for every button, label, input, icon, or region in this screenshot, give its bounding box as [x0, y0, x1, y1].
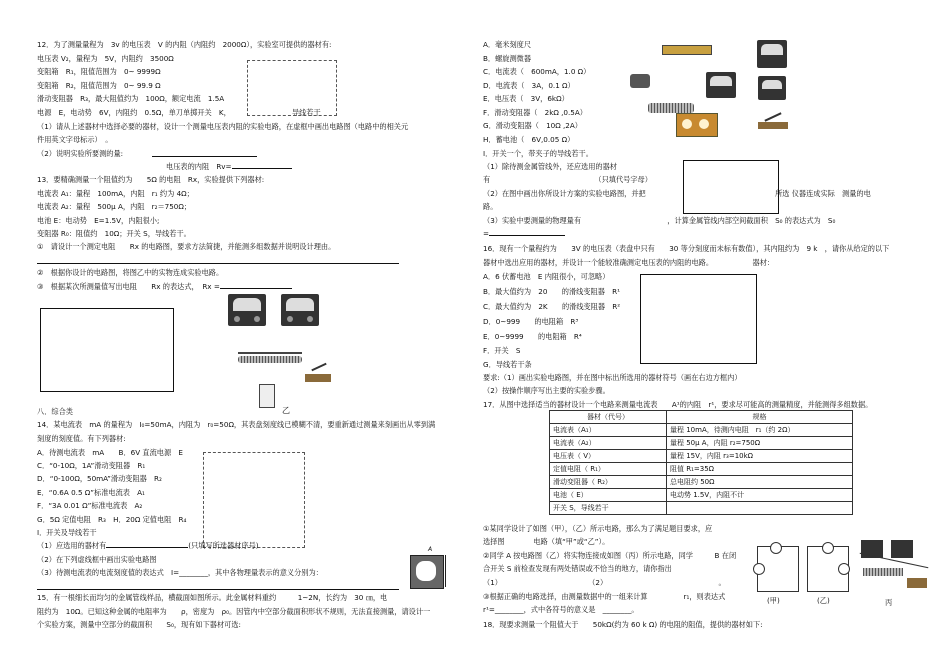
q16-circuit-box [640, 274, 757, 364]
voltmeter-device-icon [757, 40, 787, 68]
q18-title: 18．现要求测量一个阻值大于 50kΩ(约为 60 k Ω) 的电阻的阻值，提供的器材如下: [483, 620, 763, 629]
q12-item-4: 滑动变阻器 R₃，最大阻值约为 100Ω，额定电流 1.5A [37, 94, 225, 103]
figure-label-jia: (甲) [767, 596, 780, 605]
q17-step-2: ②同学 A 按电路图（乙）将实物连接成如图（丙）所示电路，同学 B 在闭 [483, 551, 737, 560]
ruler-device-icon [662, 45, 712, 55]
q16-line-1: 16．现有一个量程约为 3V 的电压表（表盘中只有 30 等分刻度而未标有数值），其内阻约为 9 k ，请你从给定的以下 [483, 244, 890, 253]
q13-circuit-box [40, 308, 174, 392]
q15-step-1b: 有 （只填代号字母） [483, 175, 652, 184]
q15-item-a: A．毫米刻度尺 [483, 40, 532, 49]
q16-requirement-2: （2）按操作顺序写出主要的实验步骤。 [483, 386, 610, 395]
q16-item-d: D．0~999 的电阻箱 R³ [483, 317, 579, 326]
table-cell: 量程 10mA，待测内电阻 r₁（约 2Ω） [667, 424, 853, 437]
q16-item-g: G．导线若干条 [483, 360, 532, 369]
q17-step-3b: r¹=________，式中各符号的意义是 ________。 [483, 605, 639, 614]
q15-item-f: F．滑动变阻器（ 2kΩ ,0.5A） [483, 108, 587, 117]
table-cell: 量程 15V，内阻 r₃=10kΩ [667, 450, 853, 463]
q13-item-2: 电流表 A₂：量程 500μ A，内阻 r₂＝750Ω； [37, 202, 192, 211]
q17-step-1b: 选择图 电路（填“甲”或“乙”）。 [483, 537, 610, 546]
sliding-rheostat-icon [648, 103, 694, 113]
q13-item-1: 电流表 A₁：量程 100mA，内阻 r₁ 约为 4Ω； [37, 189, 194, 198]
ammeter-device-icon [228, 294, 266, 326]
table-cell: 电动势 1.5V，内阻不计 [667, 489, 853, 502]
q14-title: 14．某电流表 mA 的量程为 I₀=50mA，内阻为 r₀=50Ω，其表盘刻度线已模糊不清，要重新通过测量来刻画出从零到满 [37, 420, 436, 429]
table-cell: 定值电阻（ R₁） [550, 463, 667, 476]
q12-sub1b: 件用英文字母标示） 。 [37, 135, 113, 144]
switch-device-icon [305, 364, 331, 384]
q15-step-3b: = [483, 229, 565, 238]
table-cell: 量程 50μ A，内阻 r₂=750Ω [667, 437, 853, 450]
q17-circuit-figures [757, 536, 933, 612]
figure-label-bing: 丙 [885, 598, 893, 607]
q13-item-4: 变阻器 R₀：阻值约 10Ω；开关 S，导线若干。 [37, 229, 191, 238]
tube-cross-section-diagram [410, 546, 448, 591]
table-cell: 电压表（ V） [550, 450, 667, 463]
table-row [550, 450, 853, 463]
q15-step-2: （2）在图中画出你所设计方案的实验电路图，并把 所选 仪器连成实际 测量的电 [483, 189, 871, 198]
section-heading: 八．综合类 [37, 407, 73, 416]
micrometer-device-icon [630, 74, 650, 88]
table-cell: 滑动变阻器（ R₂） [550, 476, 667, 489]
battery-device-icon [259, 384, 275, 408]
q14-answer-line [37, 589, 399, 590]
table-row [550, 437, 853, 450]
q15-item-b: B．螺旋测微器 [483, 54, 532, 63]
q12-answer-line [152, 156, 257, 157]
q14-title-2: 刻度的刻度值。有下列器材: [37, 434, 126, 443]
q14-item-2: C．“0-10Ω，1A”滑动变阻器 R₁ [37, 461, 146, 470]
knife-switch-device-icon [758, 114, 788, 130]
q15-item-i: I．开关一个，带夹子的导线若干。 [483, 149, 593, 158]
q15-step-3: （3）实验中要测量的物理量有 ，计算金属管线内部空间截面积 S₀ 的表达式为 S₀ [483, 216, 836, 225]
milliammeter-device-icon [281, 294, 319, 326]
q14-item-3: D．“0-100Ω，50mA”滑动变阻器 R₂ [37, 474, 162, 483]
q14-item-4: E．“0.6A 0.5 Ω”标准电流表 A₁ [37, 488, 145, 497]
q15-item-c: C．电流表（ 600mA，1.0 Ω） [483, 67, 591, 76]
q17-title: 17．从图中选择适当的器材设计一个电路来测量电流表 A¹的内阻 r¹，要求尽可能高的测量精度，并能测得多组数据。 [483, 400, 873, 409]
table-cell: 电流表（A₁） [550, 424, 667, 437]
q12-item-1: 电压表 V₂，量程为 5V，内阻约 3500Ω [37, 54, 174, 63]
q14-answer-box [203, 452, 305, 548]
dimension-label-a: A [428, 546, 433, 553]
q12-formula: 电压表的内阻 Rv= [166, 162, 292, 171]
table-row [550, 424, 853, 437]
table-row [550, 476, 853, 489]
table-cell: 总电阻约 50Ω [667, 476, 853, 489]
table-row [550, 463, 853, 476]
q15-step-2b: 路。 [483, 202, 498, 211]
q14-step-1: （1）应选用的器材有 (只填写所选器材序号) [37, 541, 259, 550]
table-header-row [550, 411, 853, 424]
q15-line-2: 阻约为 10Ω。已知这种金属的电阻率为 ρ，密度为 ρ₀。因管内中空部分截面积形状不规则，无法直接测量，请设计一 [37, 607, 431, 616]
q16-item-e: E．0~9999 的电阻箱 R⁴ [483, 332, 582, 341]
q15-item-d: D．电流表（ 3A，0.1 Ω） [483, 81, 575, 90]
q16-item-a: A．6 伏蓄电池 E 内阻很小，可忽略） [483, 272, 610, 281]
table-row [550, 489, 853, 502]
circuit-bing-photo [857, 538, 931, 594]
q13-step-3: ③ 根据某次所测量值写出电阻 Rx 的表达式， Rx = [37, 282, 292, 291]
q12-title: 12．为了测量量程为 3v 的电压表 V 的内阻（内阻约 2000Ω），实验室可提供的器材有: [37, 40, 332, 49]
q14-item-7: I．开关及导线若干 [37, 528, 97, 537]
q16-requirement-1: 要求:（1）画出实验电路图，并在图中标出所选用的器材符号（画在右边方框内） [483, 373, 742, 382]
q15-item-h: H．蓄电池（ 6V,0.05 Ω） [483, 135, 575, 144]
ammeter-device-icon-3 [758, 76, 786, 100]
q12-sub1: （1）请从上述器材中选择必要的器材，设计一个测量电压表内阻的实验电路，在虚框中画出电路图（电路中的相关元 [37, 122, 409, 131]
figure-label-yi-circuit: (乙) [817, 596, 830, 605]
q16-item-c: C．最大值约为 2K 的滑线变阻器 R² [483, 302, 621, 311]
q12-item-5: 电源 E，电动势 6V，内阻约 0.5Ω，单刀单掷开关 K， 导线若干 [37, 108, 321, 117]
table-cell: 开关 S，导线若干 [550, 502, 667, 515]
q15-item-e: E．电压表（ 3V，6kΩ） [483, 94, 569, 103]
q15-line-3: 个实验方案，测量中空部分的截面积 S₀，现有如下器材可选: [37, 620, 241, 629]
q14-step-3: （3）待测电流表的电流刻度值的表达式 I=________，其中各物理量表示的意义分别为： [37, 568, 323, 577]
q16-line-2: 器材中选出应用的器材，并设计一个能较准确测定电压表的内阻的电路。 器材： [483, 258, 775, 267]
circuit-jia-diagram [757, 546, 799, 592]
circuit-yi-diagram [807, 546, 849, 592]
q14-item-5: F．“3A 0.01 Ω”标准电流表 A₂ [37, 501, 143, 510]
q13-item-3: 电池 E：电动势 E=1.5V，内阻很小; [37, 216, 160, 225]
q16-item-b: B．最大值约为 20 的滑线变阻器 R¹ [483, 287, 620, 296]
q15-line-1: 15．有一根细长而均匀的金属管线样品，横截面如图所示。此金属材料重约 1~2N，长约为 30 ㎝，电 [37, 593, 388, 602]
table-row [550, 502, 853, 515]
q17-step-2b: 合开关 S 前检查发现有两处错误或不恰当的地方，请你指出 [483, 564, 672, 573]
q15-item-g: G．滑动变阻器（ 10Ω ,2A） [483, 121, 582, 130]
table-cell: 电池（ E） [550, 489, 667, 502]
q12-answer-box [247, 60, 337, 116]
q13-step-2: ② 根据你设计的电路图，将图乙中的实物连成实验电路。 [37, 268, 224, 277]
rheostat-device-icon [238, 352, 302, 366]
battery-box-device-icon [676, 113, 718, 137]
table-header-cell: 规格 [667, 411, 853, 424]
q17-equipment-table [549, 410, 853, 515]
table-cell: 阻值 R₁=35Ω [667, 463, 853, 476]
q15-step-1: （1）除待测金属管线外，还应选用的器材 [483, 162, 617, 171]
table-header-cell: 器材（代号） [550, 411, 667, 424]
q14-item-6: G．5Ω 定值电阻 R₃ H．20Ω 定值电阻 R₄ [37, 515, 187, 524]
q17-step-1: ①某同学设计了如图（甲），（乙）所示电路，那么为了满足题目要求，应 [483, 524, 713, 533]
q12-item-2: 变阻箱 R₁，阻值范围为 0~ 9999Ω [37, 67, 161, 76]
table-cell: 电流表（A₂） [550, 437, 667, 450]
q14-step-2: （2）在下列虚线框中画出实验电路图 [37, 555, 157, 564]
q17-step-2c: （1） （2） 。 [483, 578, 726, 587]
q17-step-3: ③根据正确的电路选择，由测量数据中的一组来计算 r₁，则表达式 [483, 592, 726, 601]
q13-title: 13．要精确测量一个阻值约为 5Ω 的电阻 Rx，实验提供下列器材: [37, 175, 265, 184]
q13-answer-line [37, 263, 399, 264]
q16-item-f: F．开关 S [483, 346, 521, 355]
q13-step-1: ① 请设计一个测定电阻 Rx 的电路图，要求方法简捷，并能测多组数据并说明设计理由。 [37, 242, 336, 251]
ammeter-device-icon-2 [706, 72, 736, 98]
q12-sub2: （2）说明实验所要测的量: [37, 149, 124, 158]
q12-item-3: 变阻箱 R₂，阻值范围为 0~ 99.9 Ω [37, 81, 161, 90]
figure-label-yi: 乙 [282, 406, 290, 415]
table-cell [667, 502, 853, 515]
q14-item-1: A．待测电流表 mA B．6V 直流电源 E [37, 448, 183, 457]
q15-circuit-box [683, 160, 779, 214]
